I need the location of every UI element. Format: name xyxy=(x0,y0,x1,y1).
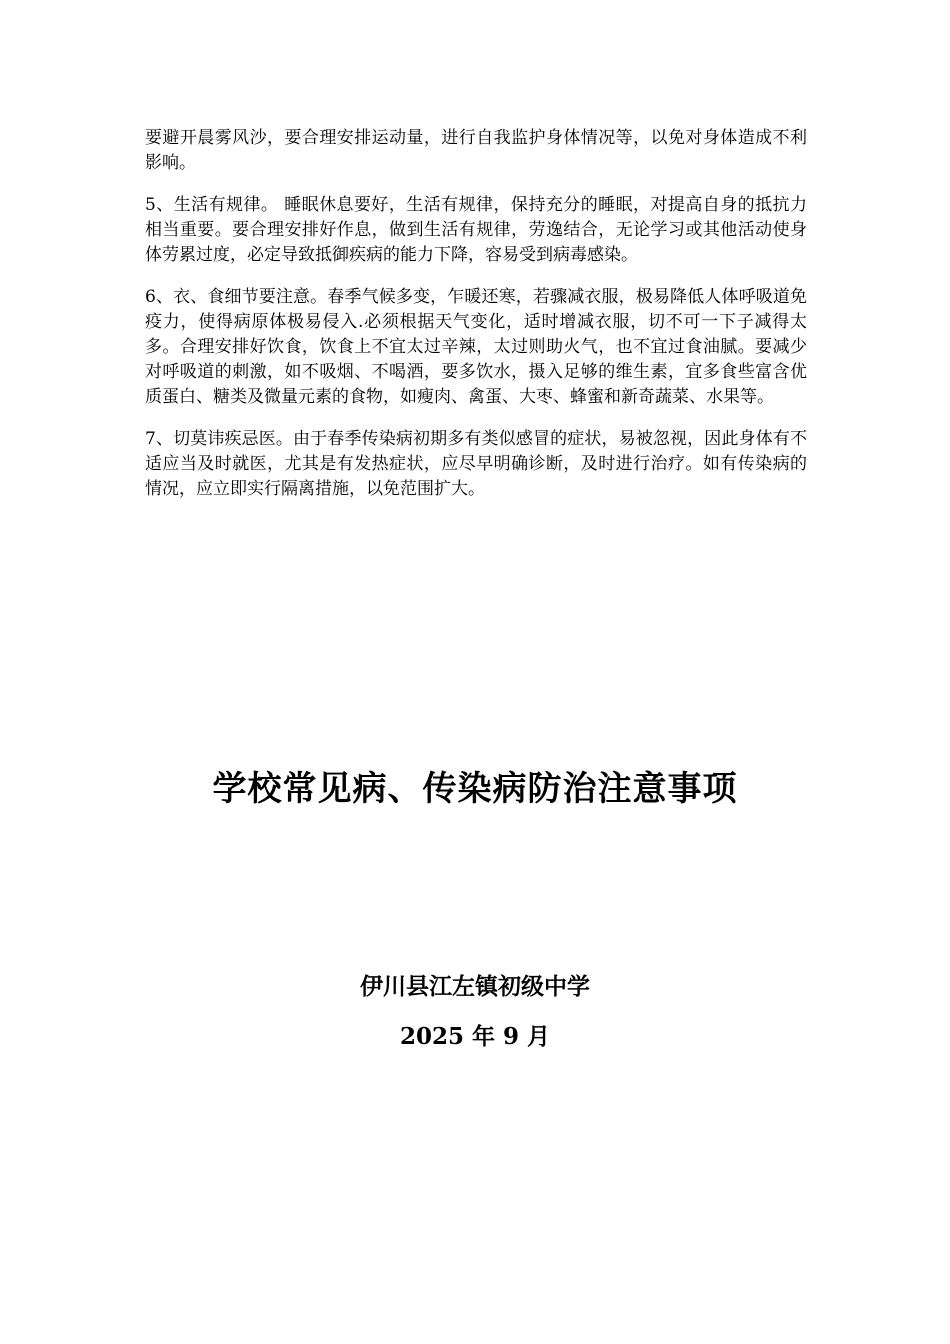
paragraph-item-7: 7、切莫讳疾忌医。由于春季传染病初期多有类似感冒的症状，易被忽视，因此身体有不适应当及时就医，尤其是有发热症状，应尽早明确诊断，及时进行治疗。如有传染病的情况，应立即实行隔离措施，以免范围扩大。 xyxy=(145,429,807,499)
school-name: 伊川县江左镇初级中学 xyxy=(360,973,590,1000)
paragraph-continuation: 要避开晨雾风沙，要合理安排运动量，进行自我监护身体情况等，以免对身体造成不利影响。 xyxy=(145,128,807,173)
document-date: 2025 年 9 月 xyxy=(399,1023,551,1050)
paragraph-item-5: 5、生活有规律。 睡眠休息要好，生活有规律，保持充分的睡眠，对提高自身的抵抗力相当重要。要合理安排好作息，做到生活有规律，劳逸结合，无论学习或其他活动使身体劳累过度，必定导致抵御疾病的能力下降，容易受到病毒感染。 xyxy=(145,195,807,265)
paragraph-item-6: 6、衣、食细节要注意。春季气候多变，乍暖还寒，若骤减衣服，极易降低人体呼吸道免疫力，使得病原体极易侵入.必须根据天气变化，适时增减衣服，切不可一下子减得太多。合理安排好饮食，饮食上不宜太过辛辣，太过则助火气，也不宜过食油腻。要减少对呼吸道的刺激，如不吸烟、不喝酒，要多饮水，摄入足够的维生素，宜多食些富含优质蛋白、糖类及微量元素的食物，如瘦肉、禽蛋、大枣、蜂蜜和新奇蔬菜、水果等。 xyxy=(145,287,807,407)
body-text xyxy=(145,126,807,519)
document-title: 学校常见病、传染病防治注意事项 xyxy=(212,769,738,809)
